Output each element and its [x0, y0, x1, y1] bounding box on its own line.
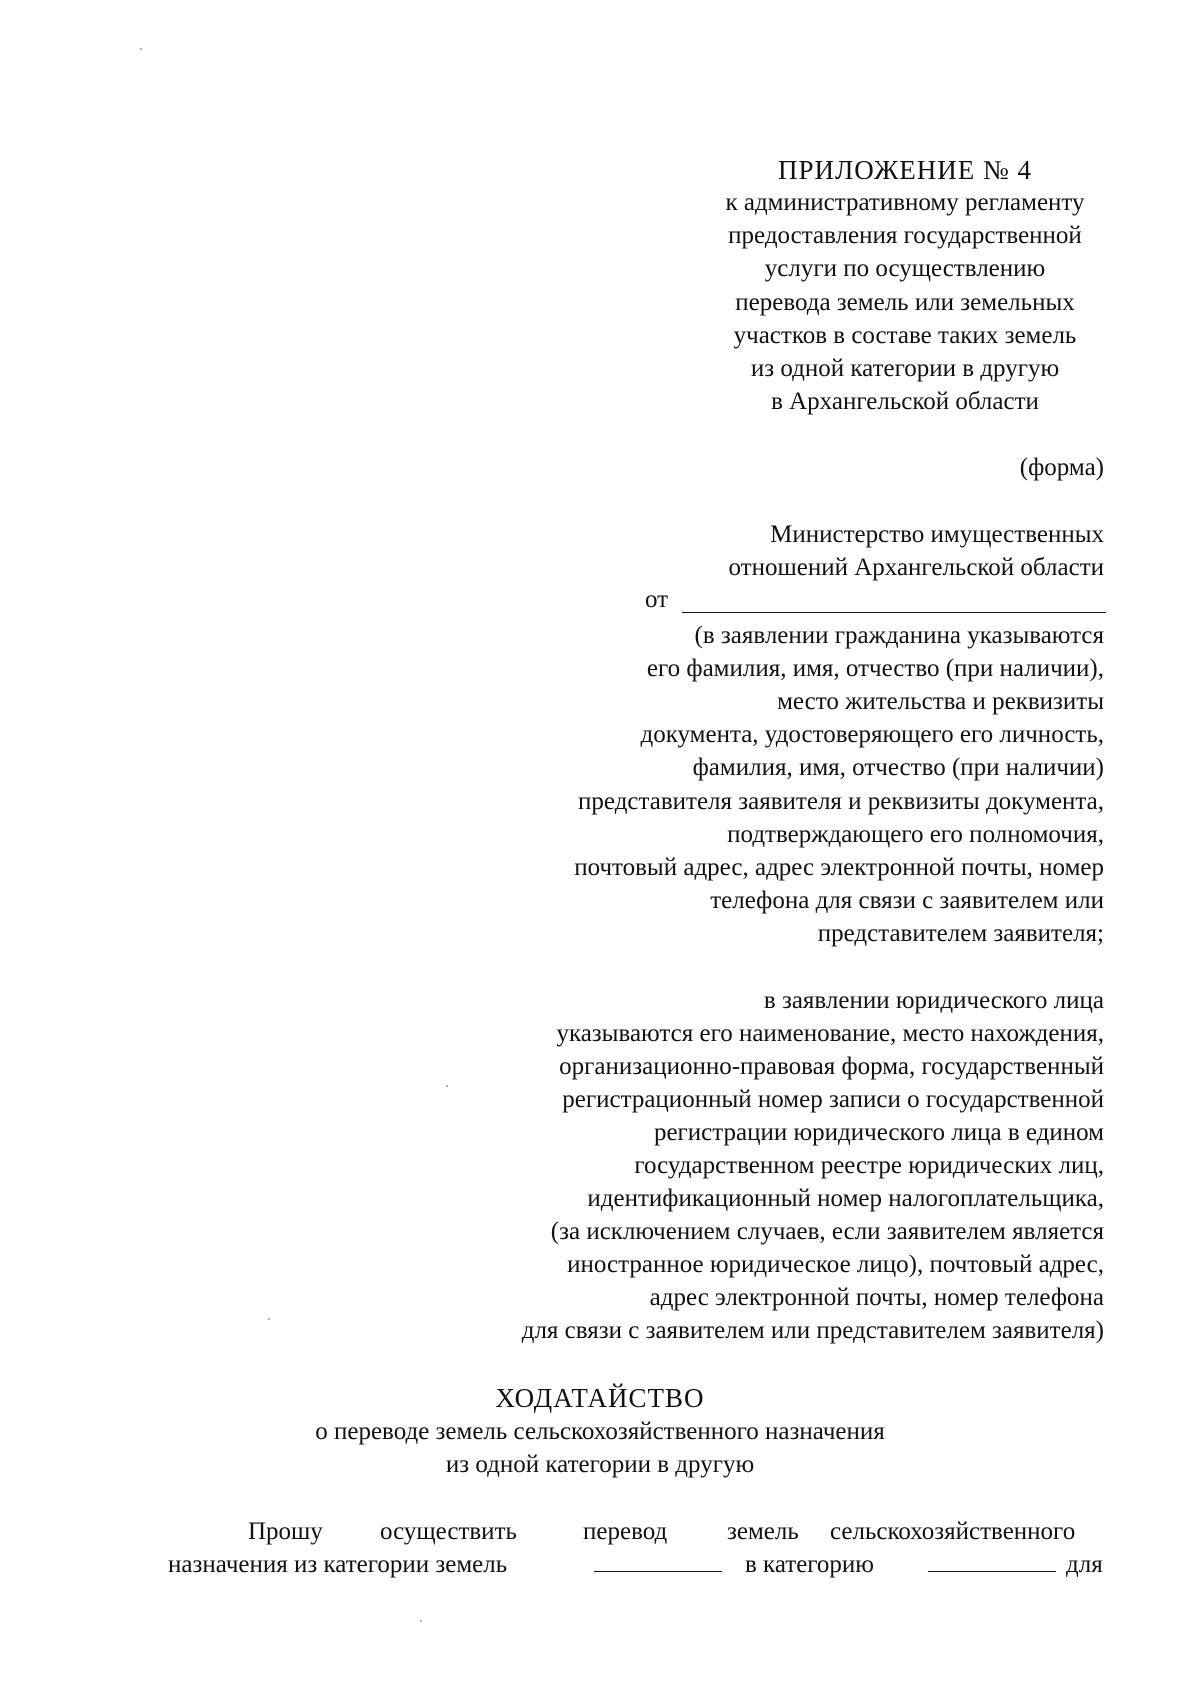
from-blank-line [682, 612, 1106, 613]
annex-line: в Архангельской области [771, 388, 1039, 415]
citizen-note-line: документа, удостоверяющего его личность, [640, 721, 1104, 748]
annex-line: перевода земель или земельных [735, 289, 1075, 316]
body-word: осуществить [380, 1518, 517, 1545]
legal-note-line: государственном реестре юридических лиц, [634, 1152, 1104, 1179]
body-line2-end: для [1066, 1551, 1103, 1578]
legal-note-line: регистрации юридического лица в едином [653, 1119, 1104, 1146]
legal-note-line: указываются его наименование, место нахождения, [556, 1020, 1104, 1047]
category-from-blank[interactable] [594, 1549, 722, 1581]
body-word: земель [727, 1518, 799, 1545]
addressee-line: Министерство имущественных [770, 521, 1104, 548]
legal-note-line: регистрационный номер записи о государственной [562, 1086, 1104, 1113]
legal-note-line: для связи с заявителем или представителем заявителя) [521, 1317, 1104, 1344]
citizen-note-line: его фамилия, имя, отчество (при наличии), [646, 655, 1104, 682]
legal-note-line: в заявлении юридического лица [763, 987, 1104, 1014]
citizen-note-line: представителем заявителя; [817, 920, 1104, 947]
annex-line: услуги по осуществлению [764, 255, 1046, 282]
citizen-note-line: место жительства и реквизиты [777, 688, 1104, 715]
annex-line: к административному регламенту [725, 189, 1085, 216]
legal-note-line: иностранное юридическое лицо), почтовый адрес, [567, 1251, 1104, 1278]
citizen-note-line: фамилия, имя, отчество (при наличии) [692, 754, 1104, 781]
body-word: Прошу [248, 1518, 323, 1545]
legal-note-line: идентификационный номер налогоплательщика, [587, 1185, 1104, 1212]
body-line2-middle: в категорию [745, 1551, 874, 1578]
form-label: (форма) [1019, 454, 1104, 481]
citizen-note-line: подтверждающего его полномочия, [727, 821, 1104, 848]
citizen-note-line: (в заявлении гражданина указываются [694, 622, 1104, 649]
citizen-note-line: почтовый адрес, адрес электронной почты, номер [574, 854, 1104, 881]
body-line2-start: назначения из категории земель [168, 1551, 508, 1578]
scan-speck [140, 48, 142, 50]
scan-speck [420, 1620, 422, 1622]
petition-title: ХОДАТАЙСТВО [495, 1383, 705, 1413]
body-word: перевод [583, 1518, 668, 1545]
citizen-note-line: телефона для связи с заявителем или [710, 887, 1104, 914]
from-label: от [645, 586, 669, 613]
scan-speck [268, 1318, 270, 1320]
category-to-blank[interactable] [928, 1549, 1056, 1581]
scan-speck [446, 1085, 448, 1087]
legal-note-line: (за исключением случаев, если заявителем является [550, 1218, 1104, 1245]
annex-line: участков в составе таких земель [733, 322, 1077, 349]
citizen-note-line: представителя заявителя и реквизиты документа, [578, 788, 1104, 815]
addressee-line: отношений Архангельской области [728, 554, 1104, 581]
petition-subtitle-line: о переводе земель сельскохозяйственного назначения [315, 1418, 885, 1445]
legal-note-line: адрес электронной почты, номер телефона [649, 1284, 1104, 1311]
petition-subtitle-line: из одной категории в другую [445, 1451, 755, 1478]
annex-title: ПРИЛОЖЕНИЕ № 4 [777, 155, 1033, 185]
annex-line: предоставления государственной [728, 222, 1082, 249]
annex-line: из одной категории в другую [750, 355, 1060, 382]
body-word: сельскохозяйственного [830, 1518, 1076, 1545]
legal-note-line: организационно-правовая форма, государственный [559, 1053, 1104, 1080]
